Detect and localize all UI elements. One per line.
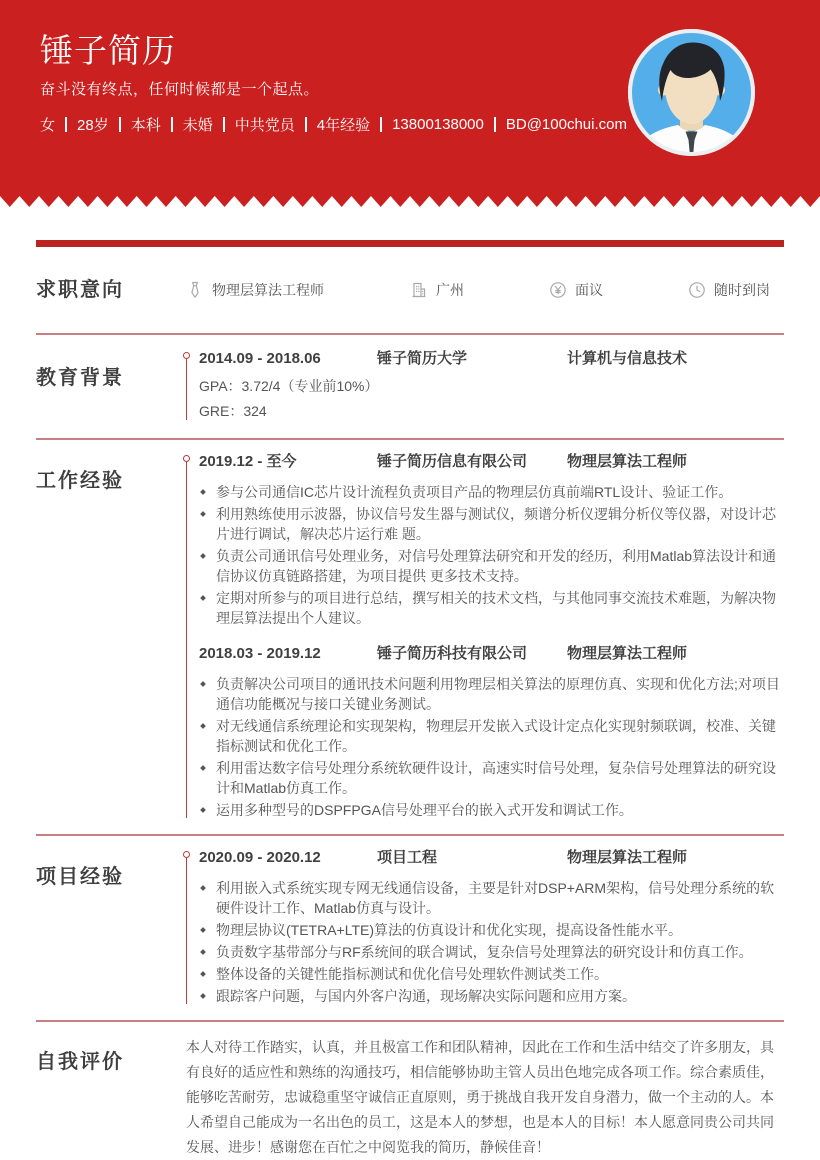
timeline-dot — [183, 851, 190, 858]
project-body — [186, 848, 784, 1008]
info-divider — [380, 117, 382, 132]
bullet-item — [199, 482, 784, 502]
bullet-marker — [200, 595, 206, 601]
intention-position — [186, 280, 410, 300]
bullet-marker — [200, 765, 206, 771]
bullet-item — [199, 504, 784, 544]
gpa-line: GPA：3.72/4（专业前10%） — [199, 378, 379, 395]
entry-school: 锤子简历大学 — [377, 350, 468, 368]
intention-city — [410, 280, 549, 300]
education-details — [199, 374, 784, 424]
bullet-item — [199, 546, 784, 586]
bullet-item — [199, 986, 784, 1006]
bullet-item — [199, 878, 784, 918]
entry-role: 物理层算法工程师 — [567, 453, 688, 471]
info-degree: 本科 — [130, 117, 161, 134]
info-marital: 未婚 — [182, 117, 213, 134]
bullet-text: 负责解决公司项目的通讯技术问题利用物理层相关算法的原理仿真、实现和优化方法;对项目通信功能概况与接口关键业务测试。 — [216, 676, 780, 713]
entry-project-name: 项目工程 — [377, 849, 438, 867]
bullet-marker — [200, 885, 206, 891]
tie-icon — [186, 281, 204, 299]
section-self-evaluation — [36, 1020, 784, 1160]
bullet-text: 负责公司通讯信号处理业务，对信号处理算法研究和开发的经历，利用Matlab算法设计和通信协议仿真链路搭建，为项目提供 更多技术支持。 — [216, 548, 777, 585]
section-work-experience — [36, 438, 784, 834]
info-divider — [171, 117, 173, 132]
entry-period: 2018.03 - 2019.12 — [199, 645, 321, 663]
bullet-item — [199, 964, 784, 984]
bullet-marker — [200, 927, 206, 933]
timeline-dot — [183, 455, 190, 462]
intention-city-label: 广州 — [436, 281, 464, 298]
intention-salary — [549, 280, 688, 300]
bullet-text: 对无线通信系统理论和实现架构，物理层开发嵌入式设计定点化实现射频联调，校准、关键指标测试和优化工作。 — [216, 718, 776, 755]
bullet-text: 利用嵌入式系统实现专网无线通信设备，主要是针对DSP+ARM架构，信号处理分系统的软硬件设计工作、Matlab仿真与设计。 — [216, 880, 775, 917]
section-project-experience — [36, 834, 784, 1020]
building-icon — [410, 281, 428, 299]
info-divider — [494, 117, 496, 132]
bullet-marker — [200, 511, 206, 517]
bullet-marker — [200, 681, 206, 687]
info-divider — [65, 117, 67, 132]
avatar-illustration — [628, 29, 755, 156]
entry-period: 2019.12 - 至今 — [199, 453, 297, 471]
bullet-item — [199, 942, 784, 962]
yen-icon — [549, 281, 567, 299]
education-body — [186, 349, 784, 424]
section-title: 工作经验 — [36, 469, 124, 492]
info-age: 28岁 — [77, 117, 109, 134]
bullet-item — [199, 716, 784, 756]
bullet-item — [199, 800, 784, 820]
intention-availability-label: 随时到岗 — [714, 281, 770, 298]
bullet-marker — [200, 971, 206, 977]
project-entry-header — [199, 848, 784, 868]
work-entry-header — [199, 452, 784, 472]
bullet-item — [199, 758, 784, 798]
self-evaluation-text: 本人对待工作踏实，认真，并且极富工作和团队精神，因此在工作和生活中结交了许多朋友，具有良好的适应性和熟练的沟通技巧，相信能够协助主管人员出色地完成各项工作。综合素质佳，能够吃苦耐劳，忠诚稳重坚守诚信正直原则，勇于挑战自我开发自身潜力，做一个主动的人。本人希望自己能成为一名出色的员工，这是本人的梦想，也是本人的目标！本人愿意同贵公司共同发展、进步！感谢您在百忙之中阅览我的简历，静候佳音！ — [186, 1039, 774, 1156]
entry-period: 2020.09 - 2020.12 — [199, 849, 321, 867]
bullet-item — [199, 588, 784, 628]
bullet-item — [199, 920, 784, 940]
info-divider — [119, 117, 121, 132]
entry-major: 计算机与信息技术 — [567, 350, 688, 368]
project-bullet-list — [199, 878, 784, 1006]
section-job-intention — [36, 247, 784, 333]
entry-period: 2014.09 - 2018.06 — [199, 350, 321, 368]
entry-company: 锤子简历信息有限公司 — [377, 453, 528, 471]
section-title: 项目经验 — [36, 865, 124, 888]
resume-header — [0, 0, 820, 196]
info-divider — [223, 117, 225, 132]
education-entry-header — [199, 349, 784, 369]
bullet-text: 负责数字基带部分与RF系统间的联合调试，复杂信号处理算法的研究设计和仿真工作。 — [216, 944, 753, 961]
intention-salary-label: 面议 — [575, 281, 603, 298]
bullet-marker — [200, 553, 206, 559]
info-phone: 13800138000 — [392, 116, 484, 133]
intention-position-label: 物理层算法工程师 — [212, 281, 324, 298]
intention-availability — [688, 280, 784, 300]
bullet-text: 物理层协议(TETRA+LTE)算法的仿真设计和优化实现，提高设备性能水平。 — [216, 922, 683, 939]
work-bullet-list — [199, 674, 784, 820]
info-party: 中共党员 — [234, 117, 295, 134]
bullet-text: 跟踪客户问题，与国内外客户沟通，现场解决实际问题和应用方案。 — [216, 988, 636, 1005]
bullet-marker — [200, 993, 206, 999]
bullet-marker — [200, 723, 206, 729]
entry-company: 锤子简历科技有限公司 — [377, 645, 528, 663]
education-entry — [199, 349, 784, 424]
avatar — [628, 29, 755, 156]
intention-items — [186, 280, 784, 300]
info-experience: 4年经验 — [316, 117, 371, 134]
page-title: 锤子简历 — [40, 32, 176, 69]
gre-line: GRE：324 — [199, 403, 267, 420]
bullet-text: 整体设备的关键性能指标测试和优化信号处理软件测试类工作。 — [216, 966, 608, 983]
bullet-item — [199, 674, 784, 714]
bullet-text: 利用雷达数字信号处理分系统软硬件设计，高速实时信号处理，复杂信号处理算法的研究设计和Matlab仿真工作。 — [216, 760, 776, 797]
self-evaluation-body — [186, 1033, 784, 1160]
bullet-marker — [200, 489, 206, 495]
clock-icon — [688, 281, 706, 299]
bullet-text: 利用熟练使用示波器，协议信号发生器与测试仪，频谱分析仪逻辑分析仪等仪器，对设计芯片进行调试，解决芯片运行难 题。 — [216, 506, 776, 543]
info-gender: 女 — [40, 117, 56, 134]
entry-role: 物理层算法工程师 — [567, 645, 688, 663]
bullet-marker — [200, 807, 206, 813]
work-bullet-list — [199, 482, 784, 628]
section-title: 自我评价 — [36, 1050, 124, 1073]
bullet-marker — [200, 949, 206, 955]
section-title: 教育背景 — [36, 366, 124, 389]
resume-body — [0, 240, 820, 1160]
zigzag-edge — [0, 196, 820, 207]
bullet-text: 定期对所参与的项目进行总结，撰写相关的技术文档，与其他同事交流技术难题，为解决物理层算法提出个人建议。 — [216, 590, 776, 627]
work-entry — [199, 644, 784, 820]
info-email: BD@100chui.com — [505, 116, 627, 133]
info-divider — [305, 117, 307, 132]
work-entry-header — [199, 644, 784, 664]
personal-info-row — [40, 114, 627, 135]
work-entry — [199, 452, 784, 628]
section-title: 求职意向 — [36, 278, 124, 301]
section-education — [36, 333, 784, 438]
project-entry — [199, 848, 784, 1006]
bullet-text: 运用多种型号的DSPFPGA信号处理平台的嵌入式开发和调试工作。 — [216, 802, 633, 819]
timeline-dot — [183, 352, 190, 359]
accent-bar — [36, 240, 784, 247]
entry-role: 物理层算法工程师 — [567, 849, 688, 867]
work-body — [186, 452, 784, 822]
bullet-text: 参与公司通信IC芯片设计流程负责项目产品的物理层仿真前端RTL设计、验证工作。 — [216, 484, 733, 501]
header-slogan: 奋斗没有终点，任何时候都是一个起点。 — [40, 81, 320, 99]
